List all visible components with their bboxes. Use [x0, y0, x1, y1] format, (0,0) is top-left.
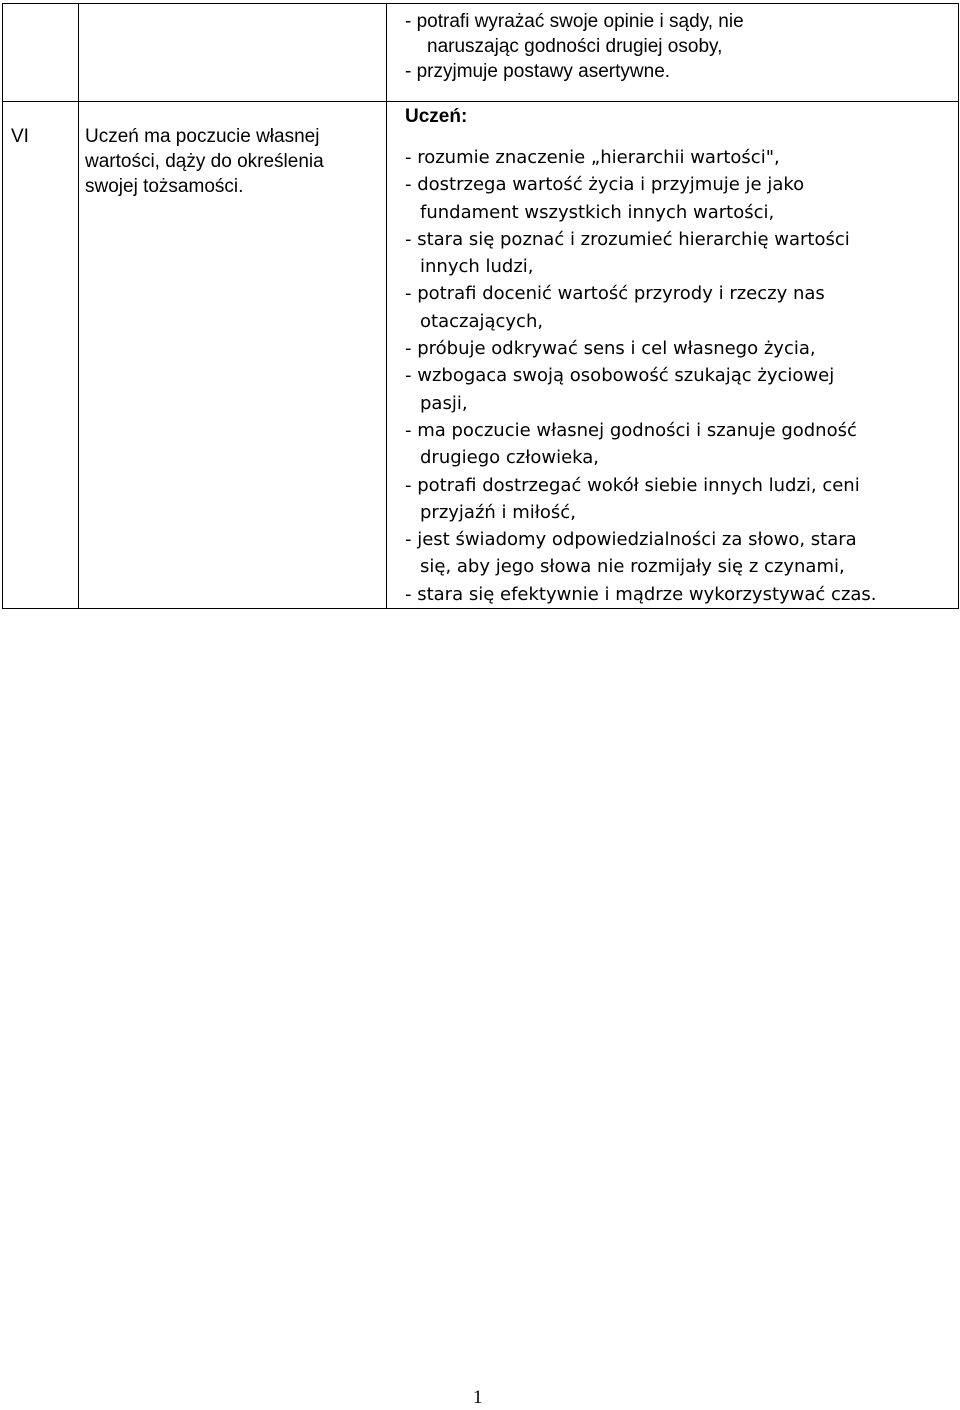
description-line: - potrafi docenić wartość przyrody i rzeczy nas [405, 283, 825, 305]
description-heading: Uczeń: [405, 106, 468, 127]
continuation-line: naruszając godności drugiej osoby, [427, 36, 723, 57]
description-line: - potrafi dostrzegać wokół siebie innych ludzi, ceni [405, 474, 860, 496]
table-row-continuation [3, 4, 959, 102]
description-line: fundament wszystkich innych wartości, [420, 201, 775, 223]
goal-cell [79, 102, 387, 609]
description-line: się, aby jego słowa nie rozmijały się z czynami, [420, 556, 845, 578]
description-line: drugiego człowieka, [420, 447, 600, 469]
row-number-cell [3, 102, 79, 609]
empty-goal-cell [79, 4, 387, 102]
goal-line: Uczeń ma poczucie własnej [85, 126, 320, 147]
table-row-vi [3, 102, 959, 609]
page-number: 1 [473, 1387, 483, 1408]
description-line: przyjaźń i miłość, [420, 501, 576, 523]
description-line: - dostrzega wartość życia i przyjmuje je jako [405, 174, 805, 196]
continuation-line: - przyjmuje postawy asertywne. [405, 61, 671, 82]
description-line: - próbuje odkrywać sens i cel własnego życia, [405, 338, 816, 360]
empty-number-cell [3, 4, 79, 102]
curriculum-table [2, 3, 959, 609]
description-line: - wzbogaca swoją osobowość szukając życiowej [405, 365, 835, 387]
description-line: otaczających, [420, 310, 544, 332]
description-line: - ma poczucie własnej godności i szanuje godność [405, 419, 857, 441]
description-line: innych ludzi, [420, 256, 534, 278]
continuation-cell [387, 4, 959, 102]
continuation-line: - potrafi wyrażać swoje opinie i sądy, nie [405, 11, 744, 32]
description-line: - rozumie znaczenie „hierarchii wartości", [405, 147, 780, 168]
description-cell [387, 102, 959, 609]
description-line: - stara się efektywnie i mądrze wykorzystywać czas. [405, 583, 877, 605]
description-line: pasji, [420, 392, 468, 414]
goal-line: wartości, dąży do określenia [85, 151, 324, 172]
description-line: - stara się poznać i zrozumieć hierarchię wartości [405, 228, 850, 250]
goal-line: swojej tożsamości. [85, 176, 244, 197]
row-number: VI [11, 126, 29, 147]
description-line: - jest świadomy odpowiedzialności za słowo, stara [405, 529, 857, 551]
